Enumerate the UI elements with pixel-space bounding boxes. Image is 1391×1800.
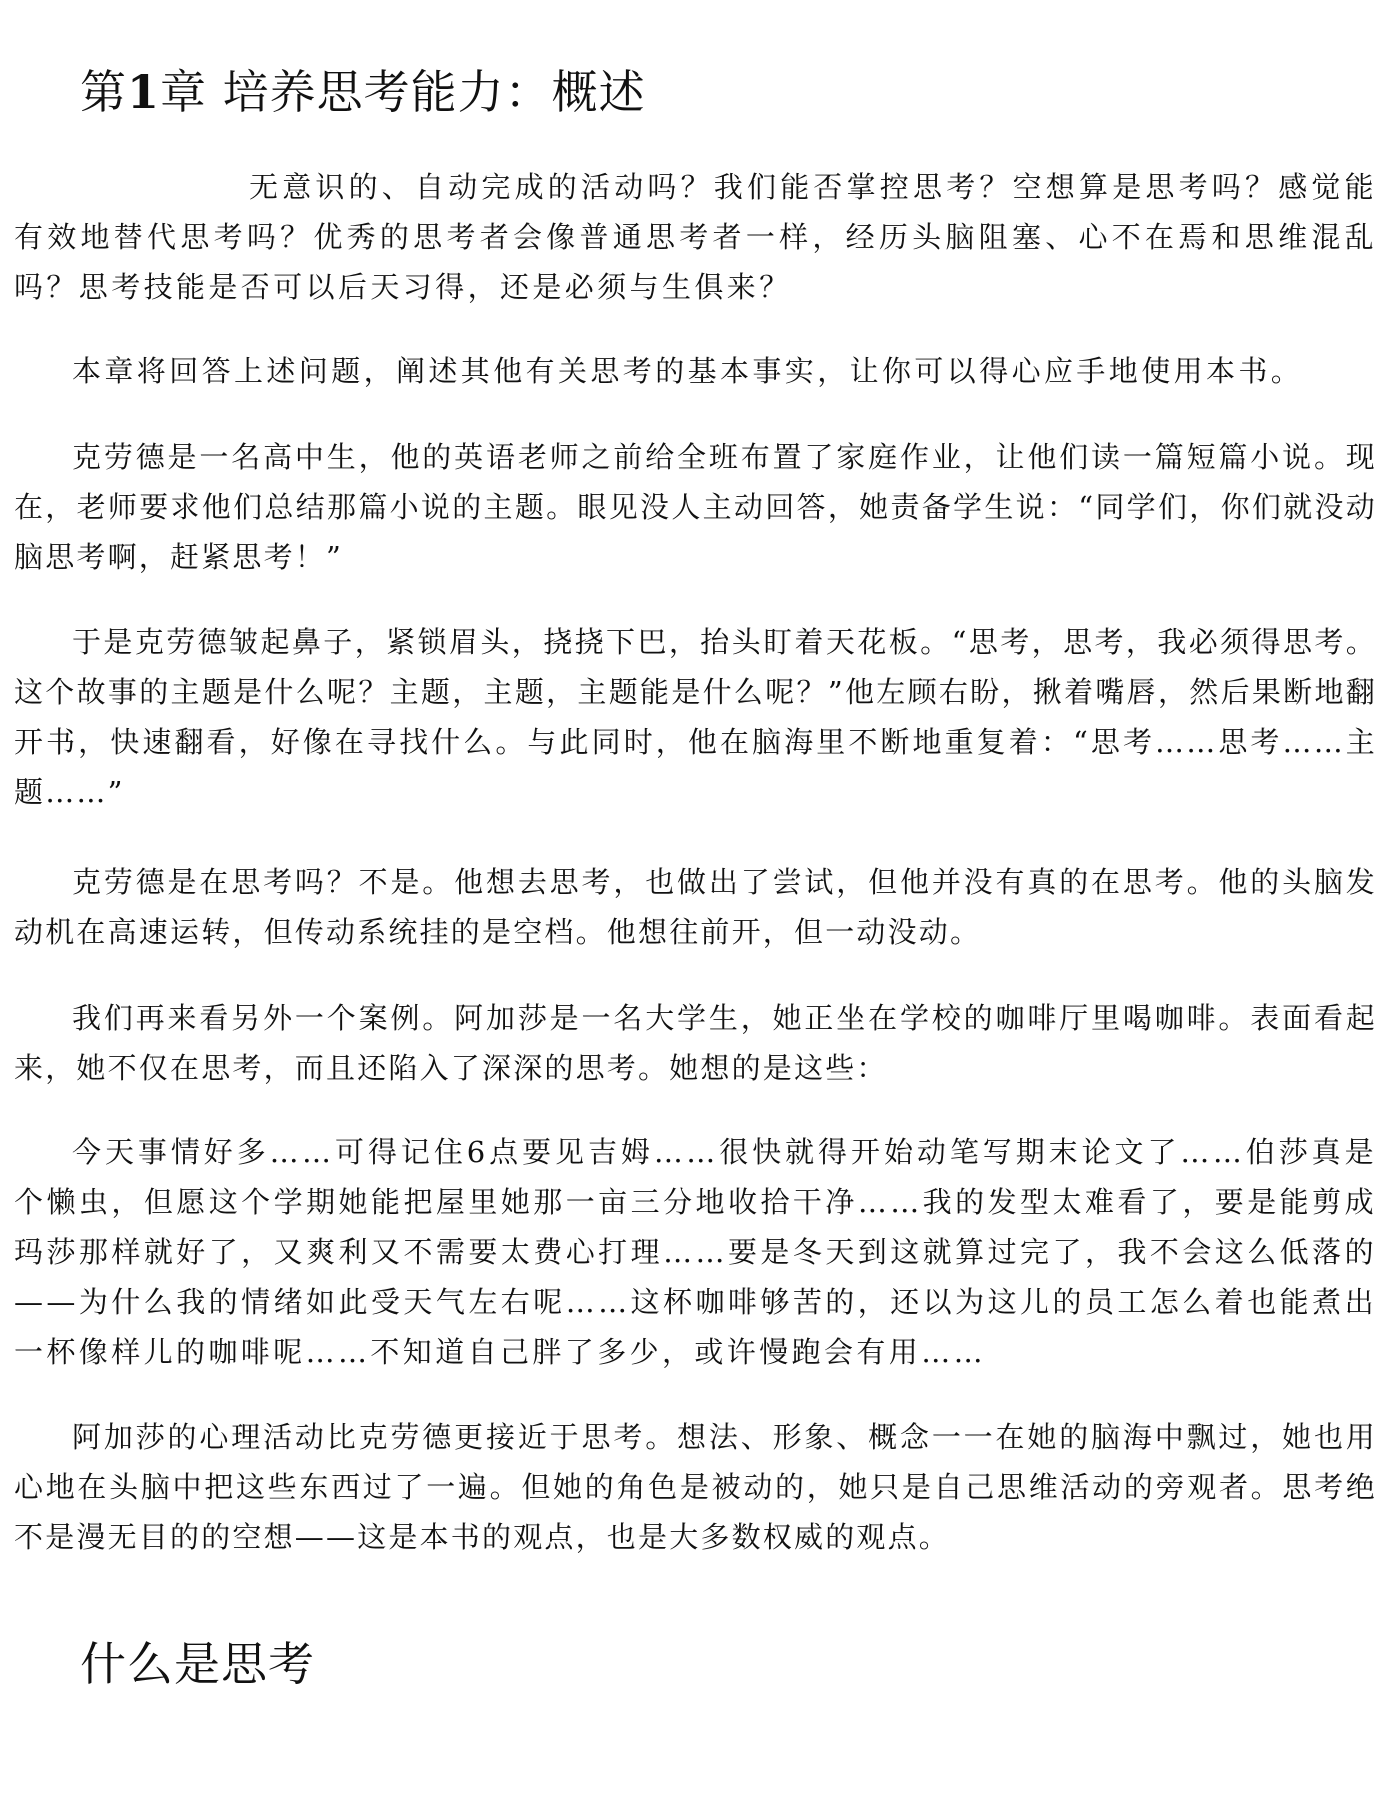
- agatha-intro-paragraph: 我们再来看另外一个案例。阿加莎是一名大学生，她正坐在学校的咖啡厅里喝咖啡。表面看起来，她不仅在思考，而且还陷入了深深的思考。她想的是这些：: [14, 1001, 1377, 1085]
- claude-conclusion-paragraph: 克劳德是在思考吗？不是。他想去思考，也做出了尝试，但他并没有真的在思考。他的头脑发动机在高速运转，但传动系统挂的是空档。他想往前开，但一动没动。: [14, 865, 1377, 949]
- section-title: 什么是思考: [80, 1637, 315, 1691]
- intro-questions-paragraph: 无意识的、自动完成的活动吗？我们能否掌控思考？空想算是思考吗？感觉能有效地替代思考吗？优秀的思考者会像普通思考者一样，经历头脑阻塞、心不在焉和思维混乱吗？思考技能是否可以后天习得，还是必须与生俱来？: [14, 170, 1377, 304]
- agatha-conclusion-paragraph: 阿加莎的心理活动比克劳德更接近于思考。想法、形象、概念一一在她的脑海中飘过，她也用心地在头脑中把这些东西过了一遍。但她的角色是被动的，她只是自己思维活动的旁观者。思考绝不是漫无目的的空想——这是本书的观点，也是大多数权威的观点。: [14, 1420, 1377, 1554]
- chapter-purpose-paragraph: 本章将回答上述问题，阐述其他有关思考的基本事实，让你可以得心应手地使用本书。: [72, 354, 1304, 388]
- chapter-title: [80, 56, 646, 122]
- agatha-thoughts-paragraph: 今天事情好多……可得记住6点要见吉姆……很快就得开始动笔写期末论文了……伯莎真是个懒虫，但愿这个学期她能把屋里她那一亩三分地收拾干净……我的发型太难看了，要是能剪成玛莎那样就好了，又爽利又不需要太费心打理……要是冬天到这就算过完了，我不会这么低落的——为什么我的情绪如此受天气左右呢……这杯咖啡够苦的，还以为这儿的员工怎么着也能煮出一杯像样儿的咖啡呢……不知道自己胖了多少，或许慢跑会有用……: [14, 1135, 1377, 1369]
- claude-thinking-paragraph: 于是克劳德皱起鼻子，紧锁眉头，挠挠下巴，抬头盯着天花板。“思考，思考，我必须得思考。这个故事的主题是什么呢？主题，主题，主题能是什么呢？”他左顾右盼，揪着嘴唇，然后果断地翻开书，快速翻看，好像在寻找什么。与此同时，他在脑海里不断地重复着：“思考……思考……主题……”: [14, 625, 1377, 809]
- chapter-number: 1: [127, 65, 161, 119]
- chapter-prefix: 第: [80, 65, 127, 119]
- chapter-title-text: 章 培养思考能力：概述: [160, 65, 646, 119]
- claude-homework-paragraph: 克劳德是一名高中生，他的英语老师之前给全班布置了家庭作业，让他们读一篇短篇小说。现在，老师要求他们总结那篇小说的主题。眼见没人主动回答，她责备学生说：“同学们，你们就没动脑思考啊，赶紧思考！”: [14, 440, 1377, 574]
